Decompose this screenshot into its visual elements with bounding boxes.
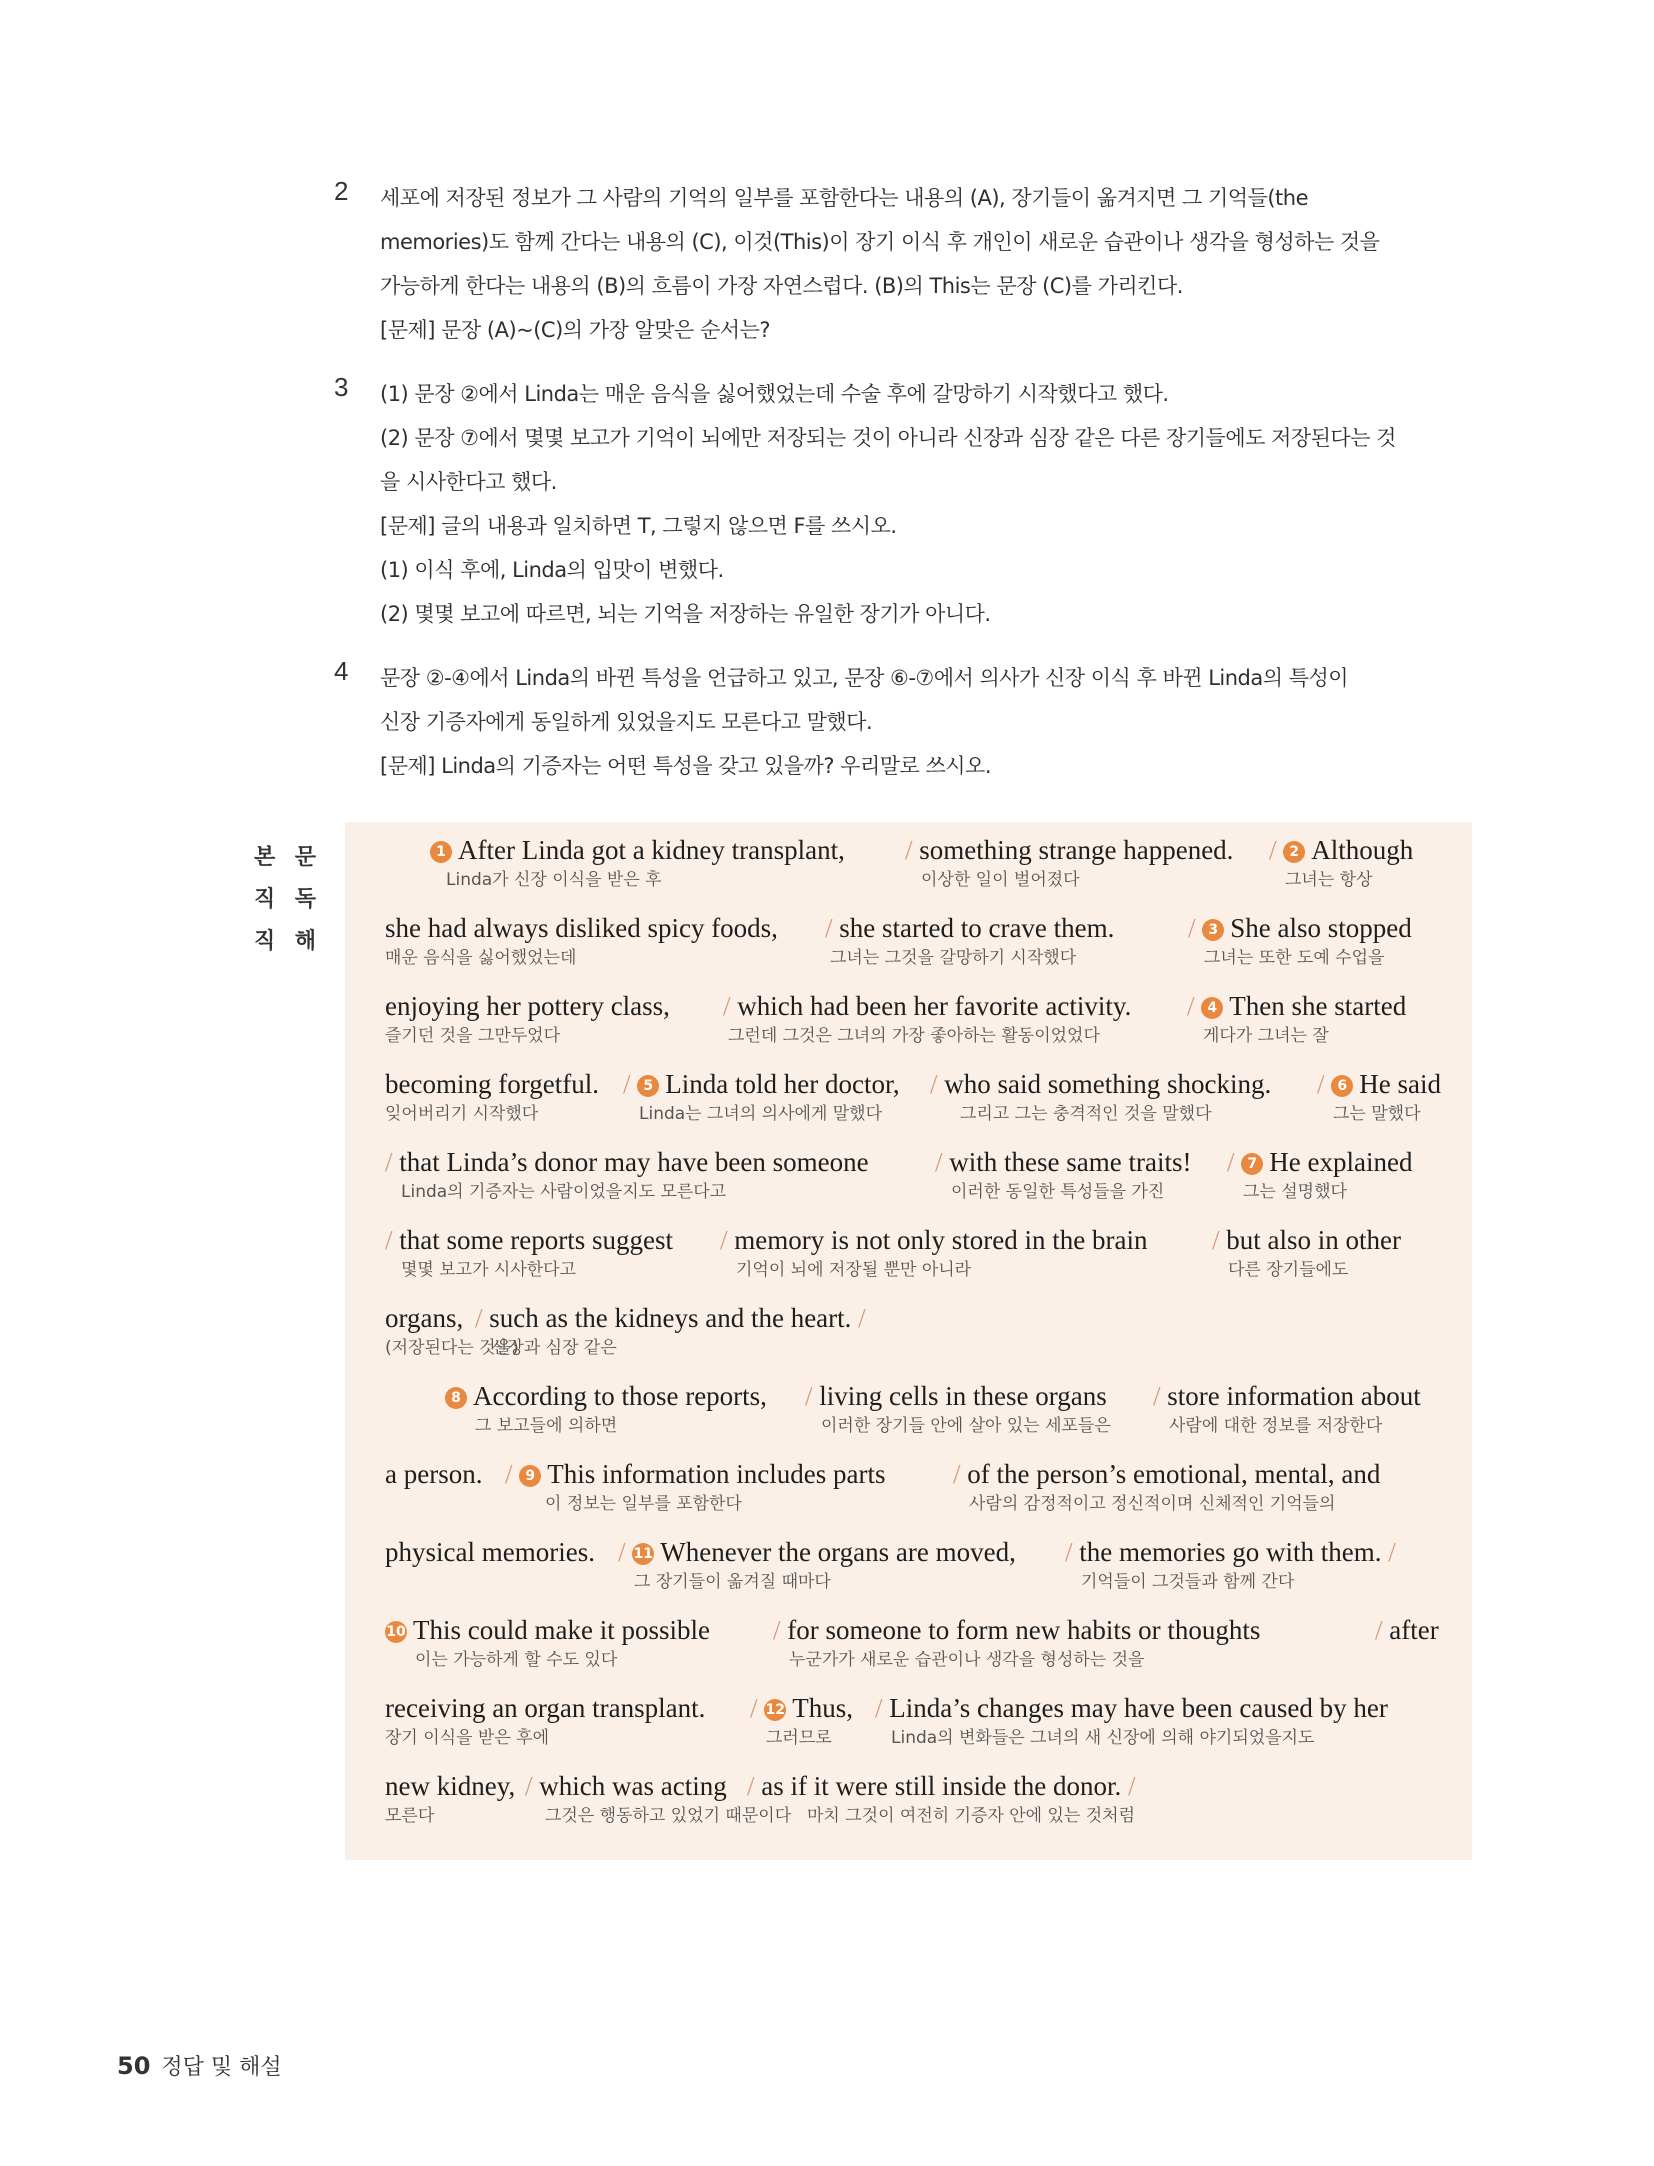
phrase-chunk: [385, 1690, 705, 1750]
english-text: after: [1389, 1615, 1439, 1645]
sentence-number: 10: [385, 1621, 407, 1643]
english-text: receiving an organ transplant.: [385, 1693, 706, 1723]
phrase-chunk: / that Linda’s donor may have been someone Linda의 기증자는 사람이었을지도 모른다고: [385, 1147, 869, 1202]
answer-3: [334, 372, 1475, 636]
korean-gloss: 누군가가 새로운 습관이나 생각을 형성하는 것을: [789, 1650, 1145, 1670]
sentence-number: 1: [430, 841, 452, 863]
english-text: of the person’s emotional, mental, and: [967, 1459, 1381, 1489]
sentence-number: 9: [519, 1465, 541, 1487]
english-text: memory is not only stored in the brain: [734, 1225, 1148, 1255]
phrase-chunk: / 12 Thus, 그러므로: [750, 1693, 854, 1748]
english-text: He said: [1359, 1069, 1441, 1099]
english-text: that Linda’s donor may have been someone: [399, 1147, 869, 1177]
phrase-chunk: / 2 Although 그녀는 항상: [1269, 835, 1414, 890]
korean-gloss: 다른 장기들에도: [1228, 1260, 1349, 1280]
korean-gloss: 그러므로: [766, 1728, 832, 1748]
korean-gloss: 신장과 심장 같은: [491, 1338, 617, 1358]
phrase-chunk: [385, 1612, 710, 1672]
phrase-chunk: / that some reports suggest 몇몇 보고가 시사한다고: [385, 1225, 673, 1280]
passage-line: [385, 1144, 1435, 1221]
phrase-chunk: / 4 Then she started 게다가 그녀는 잘: [1187, 991, 1407, 1046]
phrase-chunk: / but also in other 다른 장기들에도: [1212, 1225, 1401, 1280]
korean-gloss: 그런데 그것은 그녀의 가장 좋아하는 활동이었었다: [728, 1026, 1100, 1046]
answer-number: 3: [334, 372, 349, 402]
korean-gloss: 기억들이 그것들과 함께 간다: [1081, 1572, 1295, 1592]
answer-4: [334, 656, 1475, 788]
english-text: Linda’s changes may have been caused by her: [889, 1693, 1388, 1723]
side-char: 직: [254, 887, 276, 912]
answer-number: 2: [334, 176, 349, 206]
passage-line: [385, 832, 1435, 909]
answer-line: 을 시사한다고 했다.: [380, 470, 557, 494]
phrase-chunk: [385, 1066, 599, 1126]
korean-gloss: 기억이 뇌에 저장될 뿐만 아니라: [736, 1260, 972, 1280]
english-text: such as the kidneys and the heart.: [489, 1303, 852, 1333]
sentence-number: 4: [1201, 997, 1223, 1019]
english-text: Thus,: [792, 1693, 854, 1723]
korean-gloss: 사람의 감정적이고 정신적이며 신체적인 기억들의: [969, 1494, 1336, 1514]
side-char: 직: [254, 929, 276, 954]
korean-gloss: 이는 가능하게 할 수도 있다: [415, 1650, 618, 1670]
passage-line: [385, 1300, 1435, 1377]
side-char: 문: [294, 845, 316, 870]
phrase-chunk: / such as the kidneys and the heart. / 신장과 심장 같은: [475, 1303, 866, 1358]
korean-gloss: Linda의 변화들은 그녀의 새 신장에 의해 야기되었을지도: [891, 1728, 1315, 1748]
korean-gloss: 그리고 그는 충격적인 것을 말했다: [960, 1104, 1212, 1124]
answer-line: (1) 이식 후에, Linda의 입맛이 변했다.: [380, 558, 724, 582]
answer-explanations: [334, 176, 1475, 808]
phrase-chunk: / memory is not only stored in the brain 기억이 뇌에 저장될 뿐만 아니라: [720, 1225, 1148, 1280]
korean-gloss: 몇몇 보고가 시사한다고: [401, 1260, 577, 1280]
phrase-chunk: / 11 Whenever the organs are moved, 그 장기들이 옮겨질 때마다: [618, 1537, 1016, 1592]
phrase-chunk: / which was acting 그것은 행동하고 있었기 때문이다: [525, 1771, 792, 1826]
passage-line: [385, 1222, 1435, 1299]
sentence-number: 11: [632, 1543, 654, 1565]
english-text: Whenever the organs are moved,: [660, 1537, 1016, 1567]
korean-gloss: 마치 그것이 여전히 기증자 안에 있는 것처럼: [807, 1806, 1136, 1826]
english-text: who said something shocking.: [944, 1069, 1272, 1099]
korean-gloss: 그 보고들에 의하면: [475, 1416, 618, 1436]
passage-line: [385, 1066, 1441, 1143]
passage-line: [385, 1690, 1435, 1767]
english-text: This information includes parts: [547, 1459, 886, 1489]
phrase-chunk: [385, 1456, 482, 1492]
side-char: 해: [294, 929, 316, 954]
answer-2: [334, 176, 1475, 352]
english-text: Linda told her doctor,: [665, 1069, 900, 1099]
phrase-chunk: / something strange happened. 이상한 일이 벌어졌다: [905, 835, 1234, 890]
english-text: enjoying her pottery class,: [385, 991, 670, 1021]
sentence-number: 12: [764, 1699, 786, 1721]
phrase-chunk: / 3 She also stopped 그녀는 또한 도예 수업을: [1188, 913, 1412, 968]
english-text: This could make it possible: [413, 1615, 710, 1645]
english-text: organs,: [385, 1303, 464, 1333]
section-side-label: [254, 837, 316, 963]
korean-gloss: 사람에 대한 정보를 저장한다: [1169, 1416, 1383, 1436]
phrase-chunk: / which had been her favorite activity. 그런데 그것은 그녀의 가장 좋아하는 활동이었었다: [723, 991, 1132, 1046]
english-text: a person.: [385, 1459, 483, 1489]
page-footer: [117, 2050, 282, 2081]
english-text: the memories go with them.: [1079, 1537, 1382, 1567]
side-char: 독: [294, 887, 316, 912]
answer-line: (2) 몇몇 보고에 따르면, 뇌는 기억을 저장하는 유일한 장기가 아니다.: [380, 602, 991, 626]
phrase-chunk: / Linda’s changes may have been caused by her Linda의 변화들은 그녀의 새 신장에 의해 야기되었을지도: [875, 1693, 1388, 1748]
korean-gloss: Linda는 그녀의 의사에게 말했다: [639, 1104, 883, 1124]
english-text: According to those reports,: [473, 1381, 767, 1411]
korean-gloss: 이상한 일이 벌어졌다: [921, 870, 1080, 890]
korean-gloss: 그것은 행동하고 있었기 때문이다: [545, 1806, 792, 1826]
korean-gloss: (저장된다는 것을): [385, 1338, 519, 1358]
phrase-chunk: / store information about 사람에 대한 정보를 저장한다: [1153, 1381, 1421, 1436]
sentence-number: 2: [1283, 841, 1305, 863]
korean-gloss: 그녀는 항상: [1285, 870, 1373, 890]
passage-line: [385, 1534, 1435, 1611]
phrase-chunk: / for someone to form new habits or thoughts 누군가가 새로운 습관이나 생각을 형성하는 것을: [773, 1615, 1261, 1670]
answer-question: [문제] 글의 내용과 일치하면 T, 그렇지 않으면 F를 쓰시오.: [380, 514, 897, 538]
english-text: becoming forgetful.: [385, 1069, 599, 1099]
sentence-number: 8: [445, 1387, 467, 1409]
korean-gloss: 이러한 장기들 안에 살아 있는 세포들은: [821, 1416, 1111, 1436]
english-text: something strange happened.: [919, 835, 1234, 865]
footer-title: 정답 및 해설: [161, 2055, 282, 2080]
korean-gloss: 장기 이식을 받은 후에: [385, 1728, 550, 1748]
phrase-chunk: [445, 1378, 767, 1438]
korean-gloss: Linda의 기증자는 사람이었을지도 모른다고: [401, 1182, 727, 1202]
korean-gloss: 게다가 그녀는 잘: [1203, 1026, 1329, 1046]
english-text: physical memories.: [385, 1537, 595, 1567]
answer-line: 세포에 저장된 정보가 그 사람의 기억의 일부를 포함한다는 내용의 (A), 장기들이 옮겨지면 그 기억들(the: [380, 186, 1309, 210]
english-text: that some reports suggest: [399, 1225, 673, 1255]
phrase-chunk: / the memories go with them. / 기억들이 그것들과 함께 간다: [1065, 1537, 1396, 1592]
answer-question: [문제] Linda의 기증자는 어떤 특성을 갖고 있을까? 우리말로 쓰시오.: [380, 754, 992, 778]
english-text: store information about: [1167, 1381, 1421, 1411]
phrase-chunk: [385, 910, 778, 970]
phrase-chunk: [430, 832, 845, 892]
english-text: She also stopped: [1230, 913, 1412, 943]
english-text: which was acting: [539, 1771, 727, 1801]
korean-gloss: Linda가 신장 이식을 받은 후: [446, 870, 662, 890]
answer-line: (2) 문장 ⑦에서 몇몇 보고가 기억이 뇌에만 저장되는 것이 아니라 신장과 심장 같은 다른 장기들에도 저장된다는 것: [380, 426, 1396, 450]
sentence-number: 6: [1331, 1075, 1353, 1097]
page-number: 50: [117, 2052, 151, 2080]
direct-reading-passage: [345, 822, 1472, 1860]
english-text: with these same traits!: [949, 1147, 1192, 1177]
korean-gloss: 그는 설명했다: [1243, 1182, 1347, 1202]
phrase-chunk: [385, 988, 670, 1048]
phrase-chunk: / as if it were still inside the donor. / 마치 그것이 여전히 기증자 안에 있는 것처럼: [747, 1771, 1136, 1826]
answer-line: 신장 기증자에게 동일하게 있었을지도 모른다고 말했다.: [380, 710, 873, 734]
phrase-chunk: [385, 1768, 515, 1828]
passage-line: [385, 1378, 1435, 1455]
passage-line: [385, 910, 1435, 987]
answer-line: memories)도 함께 간다는 내용의 (C), 이것(This)이 장기 이식 후 개인이 새로운 습관이나 생각을 형성하는 것을: [380, 230, 1380, 254]
english-text: new kidney,: [385, 1771, 516, 1801]
korean-gloss: 매운 음식을 싫어했었는데: [385, 948, 577, 968]
answer-question: [문제] 문장 (A)~(C)의 가장 알맞은 순서는?: [380, 318, 771, 342]
english-text: she started to crave them.: [839, 913, 1115, 943]
phrase-chunk: / after: [1375, 1615, 1439, 1645]
english-text: she had always disliked spicy foods,: [385, 913, 778, 943]
phrase-chunk: / who said something shocking. 그리고 그는 충격적인 것을 말했다: [930, 1069, 1272, 1124]
english-text: living cells in these organs: [819, 1381, 1107, 1411]
english-text: Although: [1311, 835, 1414, 865]
sentence-number: 3: [1202, 919, 1224, 941]
answer-line: 문장 ②-④에서 Linda의 바뀐 특성을 언급하고 있고, 문장 ⑥-⑦에서 의사가 신장 이식 후 바뀐 Linda의 특성이: [380, 666, 1349, 690]
english-text: He explained: [1269, 1147, 1413, 1177]
korean-gloss: 즐기던 것을 그만두었다: [385, 1026, 561, 1046]
korean-gloss: 모른다: [385, 1806, 435, 1826]
phrase-chunk: / 7 He explained 그는 설명했다: [1227, 1147, 1413, 1202]
sentence-number: 7: [1241, 1153, 1263, 1175]
english-text: but also in other: [1226, 1225, 1401, 1255]
side-char: 본: [254, 845, 276, 870]
english-text: which had been her favorite activity.: [737, 991, 1132, 1021]
korean-gloss: 그 장기들이 옮겨질 때마다: [634, 1572, 831, 1592]
phrase-chunk: / living cells in these organs 이러한 장기들 안에 살아 있는 세포들은: [805, 1381, 1111, 1436]
phrase-chunk: / 5 Linda told her doctor, Linda는 그녀의 의사에게 말했다: [623, 1069, 900, 1124]
korean-gloss: 이러한 동일한 특성들을 가진: [951, 1182, 1165, 1202]
korean-gloss: 그녀는 그것을 갈망하기 시작했다: [830, 948, 1077, 968]
answer-line: (1) 문장 ②에서 Linda는 매운 음식을 싫어했었는데 수술 후에 갈망하기 시작했다고 했다.: [380, 382, 1169, 406]
phrase-chunk: / of the person’s emotional, mental, and 사람의 감정적이고 정신적이며 신체적인 기억들의: [953, 1459, 1381, 1514]
phrase-chunk: [385, 1534, 595, 1570]
phrase-chunk: / with these same traits! 이러한 동일한 특성들을 가진: [935, 1147, 1192, 1202]
passage-line: [385, 1612, 1439, 1689]
english-text: Then she started: [1229, 991, 1407, 1021]
phrase-chunk: / 9 This information includes parts 이 정보는 일부를 포함한다: [505, 1459, 886, 1514]
passage-line: [385, 1456, 1435, 1533]
english-text: for someone to form new habits or thoughts: [787, 1615, 1261, 1645]
korean-gloss: 이 정보는 일부를 포함한다: [545, 1494, 742, 1514]
korean-gloss: 그녀는 또한 도예 수업을: [1204, 948, 1385, 968]
english-text: as if it were still inside the donor.: [761, 1771, 1122, 1801]
sentence-number: 5: [637, 1075, 659, 1097]
english-text: After Linda got a kidney transplant,: [458, 835, 845, 865]
korean-gloss: 잊어버리기 시작했다: [385, 1104, 539, 1124]
answer-number: 4: [334, 656, 349, 686]
passage-line: [385, 988, 1435, 1065]
answer-line: 가능하게 한다는 내용의 (B)의 흐름이 가장 자연스럽다. (B)의 This는 문장 (C)를 가리킨다.: [380, 274, 1183, 298]
korean-gloss: 그는 말했다: [1333, 1104, 1421, 1124]
phrase-chunk: / she started to crave them. 그녀는 그것을 갈망하기 시작했다: [825, 913, 1115, 968]
passage-line: [385, 1768, 1435, 1845]
phrase-chunk: / 6 He said 그는 말했다: [1317, 1069, 1441, 1124]
